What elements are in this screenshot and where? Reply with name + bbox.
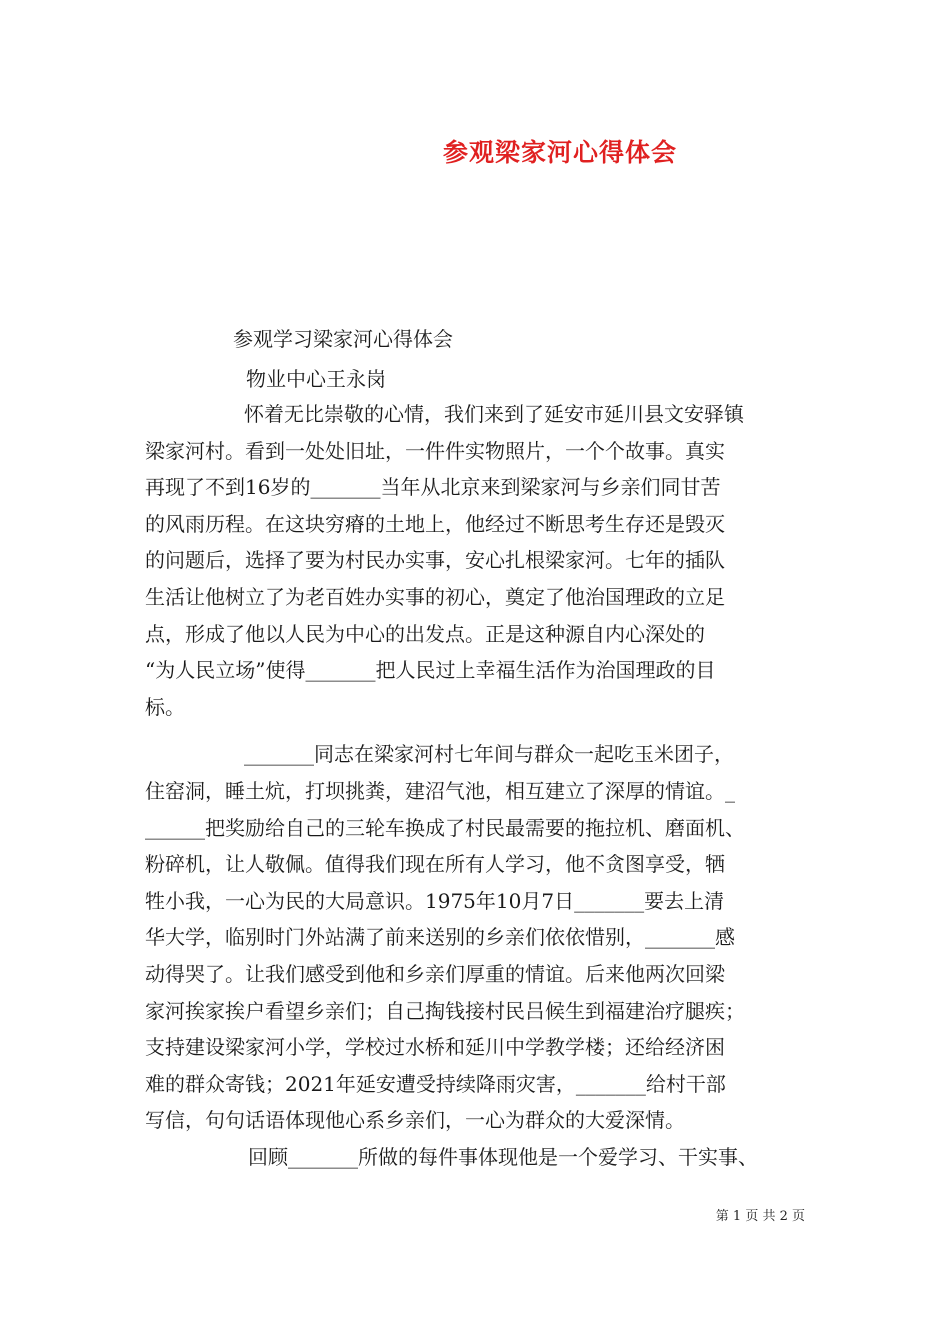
text-line: 点，形成了他以人民为中心的出发点。正是这种源自内心深处的 <box>145 621 705 646</box>
text-line: “为人民立场”使得_______把人民过上幸福生活作为治国理政的目 <box>145 658 716 683</box>
page-footer: 第 1 页 共 2 页 <box>715 1209 805 1224</box>
text-line: ______把奖励给自己的三轮车换成了村民最需要的拖拉机、磨面机、 <box>145 815 745 840</box>
paragraph-gap <box>145 725 811 736</box>
text-line: 写信，句句话语体现他心系乡亲们，一心为群众的大爱深情。 <box>145 1108 685 1133</box>
text-line: 生活让他树立了为老百姓办实事的初心，奠定了他治国理政的立足 <box>145 584 725 609</box>
text-line: _______同志在梁家河村七年间与群众一起吃玉米团子， <box>244 742 734 767</box>
document-subtitle: 参观学习梁家河心得体会 <box>233 327 453 351</box>
text-line: 粉碎机，让人敬佩。值得我们现在所有人学习，他不贪图享受，牺 <box>145 852 725 877</box>
text-line: 标。 <box>145 694 185 719</box>
document-title: 参观梁家河心得体会 <box>442 138 677 167</box>
text-line: 怀着无比崇敬的心情，我们来到了延安市延川县文安驿镇 <box>244 402 744 426</box>
text-line: 回顾_______所做的每件事体现他是一个爱学习、干实事、 <box>248 1144 758 1169</box>
text-line: 牲小我，一心为民的大局意识。1975年10月7日_______要去上清 <box>145 888 725 913</box>
text-line: 家河挨家挨户看望乡亲们；自己掏钱接村民吕候生到福建治疗腿疾； <box>145 998 745 1023</box>
text-line: 动得哭了。让我们感受到他和乡亲们厚重的情谊。后来他两次回梁 <box>145 961 725 986</box>
text-line: 难的群众寄钱；2021年延安遭受持续降雨灾害，_______给村干部 <box>145 1071 726 1096</box>
text-line: 再现了不到16岁的_______当年从北京来到梁家河与乡亲们同甘苦 <box>145 475 721 500</box>
text-line: 华大学，临别时门外站满了前来送别的乡亲们依依惜别，_______感 <box>145 925 735 950</box>
text-line: 住窑洞，睡土炕，打坝挑粪，建沼气池，相互建立了深厚的情谊。_ <box>145 778 735 803</box>
text-line: 支持建设梁家河小学，学校过水桥和延川中学教学楼；还给经济困 <box>145 1035 725 1060</box>
text-line: 的风雨历程。在这块穷瘠的土地上，他经过不断思考生存还是毁灭 <box>145 511 725 536</box>
text-line: 梁家河村。看到一处处旧址，一件件实物照片，一个个故事。真实 <box>145 438 725 463</box>
body-text <box>145 396 811 1175</box>
author-line: 物业中心王永岗 <box>246 367 386 391</box>
text-line: 的问题后，选择了要为村民办实事，安心扎根梁家河。七年的插队 <box>145 548 725 573</box>
